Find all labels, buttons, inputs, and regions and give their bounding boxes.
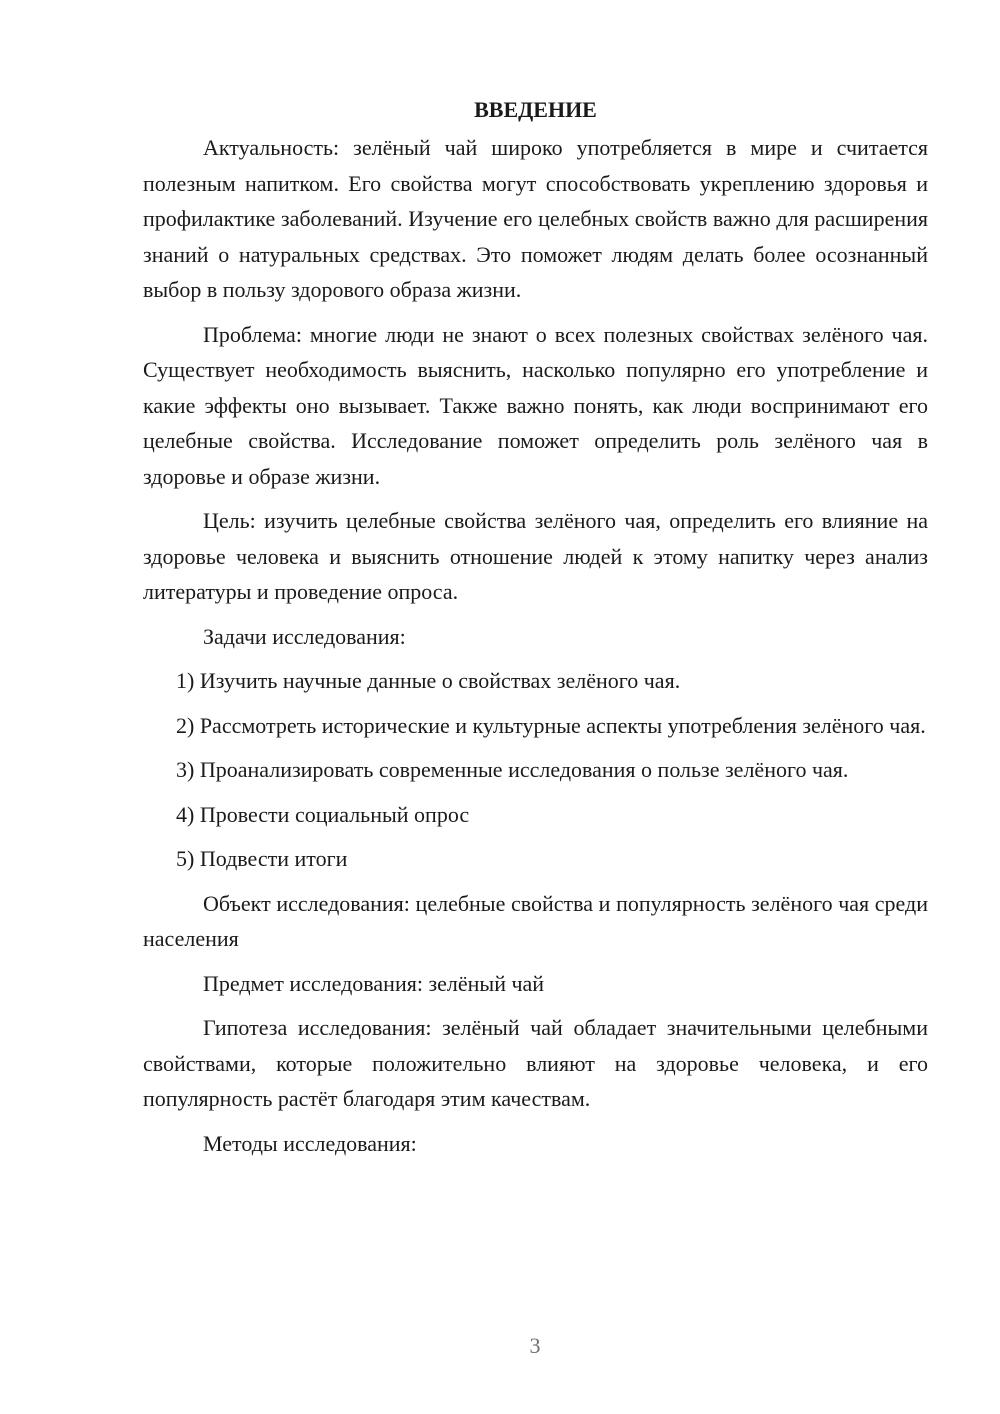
object-paragraph: Объект исследования: целебные свойства и популярность зелёного чая среди населения <box>143 890 928 951</box>
goal-paragraph: Цель: изучить целебные свойства зелёного чая, определить его влияние на здоровье человека и выяснить отношение людей к этому напитку через анализ литературы и проведение опроса. <box>143 508 928 604</box>
section-title: ВВЕДЕНИЕ <box>474 97 597 122</box>
page-number: 3 <box>529 1333 541 1358</box>
methods-heading: Методы исследования: <box>203 1130 417 1156</box>
hypothesis-paragraph: Гипотеза исследования: зелёный чай обладает значительными целебными свойствами, которые положительно влияют на здоровье человека, и его популярность растёт благодаря этим качествам. <box>143 1015 928 1111</box>
task-item: 4) Провести социальный опрос <box>176 801 470 827</box>
tasks-heading: Задачи исследования: <box>203 623 406 649</box>
document-page <box>143 95 928 1170</box>
problem-paragraph: Проблема: многие люди не знают о всех полезных свойствах зелёного чая. Существует необходимость выяснить, насколько популярно его употребление и какие эффекты оно вызывает. Также важно понять, как люди воспринимают его целебные свойства. Исследование поможет определить роль зелёного чая в здоровье и образе жизни. <box>143 321 928 489</box>
task-item: 2) Рассмотреть исторические и культурные аспекты употребления зелёного чая. <box>176 712 926 738</box>
subject-paragraph: Предмет исследования: зелёный чай <box>203 970 545 996</box>
task-item: 3) Проанализировать современные исследования о пользе зелёного чая. <box>176 757 849 782</box>
relevance-paragraph: Актуальность: зелёный чай широко употребляется в мире и считается полезным напитком. Его свойства могут способствовать укреплению здоровья и профилактике заболеваний. Изучение его целебных свойств важно для расширения знаний о натуральных средствах. Это поможет людям делать более осознанный выбор в пользу здорового образа жизни. <box>143 135 928 302</box>
task-item: 1) Изучить научные данные о свойствах зелёного чая. <box>176 668 681 693</box>
task-item: 5) Подвести итоги <box>176 846 348 871</box>
